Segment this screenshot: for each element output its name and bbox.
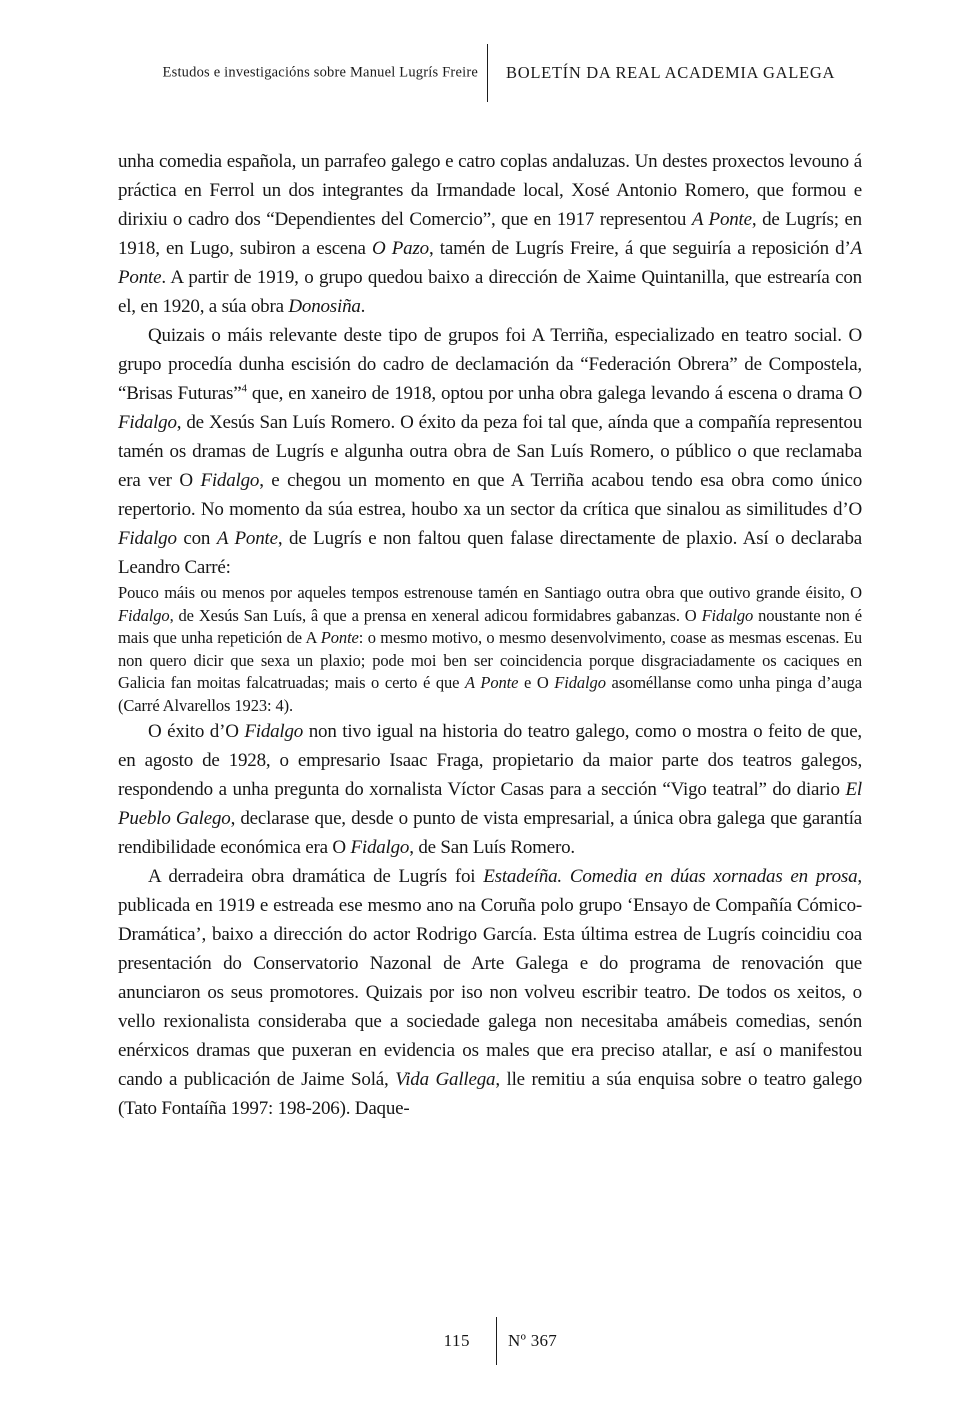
paragraph: O éxito d’O Fidalgo non tivo igual na historia do teatro galego, como o mostra o feito de que, en agosto de 1928, o empresario Isaac Fraga, propietario da maior parte dos teatros galegos, respondendo a unha pregunta do xornalista Víctor Casas para a sección “Vigo teatral” do diario El Pueblo Galego, declarase que, desde o punto de vista empresarial, a única obra galega que garantía rendibilidade económica era O Fidalgo, de San Luís Romero. [118,721,863,858]
issue-number: Nº 367 [508,1331,558,1350]
series-title: Estudos e investigacións sobre Manuel Lugrís Freire [162,64,478,81]
paragraph: Quizais o máis relevante deste tipo de grupos foi A Terriña, especializado en teatro social. O grupo procedía dunha escisión do cadro de declamación da “Federación Obrera” de Compostela, “Brisas Futuras”$^4$ que, en xaneiro de 1918, optou por unha obra galega levando á escena o drama O Fidalgo, de Xesús San Luís Romero. O éxito da peza foi tal que, aínda que a compañía representou tamén os dramas de Lugrís e algunha outra obra de San Luís Romero, o público o que reclamaba era ver O Fidalgo, e chegou un momento en que A Terriña acabou tendo esa obra como único repertorio. No momento da súa estrea, houbo xa un sector da crítica que sinalou as similitudes d’O Fidalgo con A Ponte, de Lugrís e non faltou quen falase directamente de plaxio. Así o declaraba Leandro Carré: [118,325,862,578]
header-divider [487,44,488,102]
journal-title: BOLETÍN DA REAL ACADEMIA GALEGA [506,63,836,82]
page-number: 115 [443,1331,470,1350]
page-header [0,44,975,102]
footer-divider [496,1317,497,1365]
page-footer [0,1317,975,1365]
article-body [118,147,862,1123]
blockquote: Pouco máis ou menos por aqueles tempos estrenouse tamén en Santiago outra obra que outivo grande éisito, O Fidalgo, de Xesús San Luís, â que a prensa en xeneral adicou formidabres gabanzas. O Fidalgo noustante non é mais que unha repetición de A Ponte: o mesmo motivo, o mesmo desenvolvimento, coase as mesmas escenas. Eu non quero dicir que sexa un plaxio; pode moi ben ser coincidencia porque disgraciadamente os caciques en Galicia fan moitas falcatruadas; mais o certo é que A Ponte e O Fidalgo asoméllanse como unha pinga d’auga (Carré Alvarellos 1923: 4). [118,583,862,715]
paragraph: unha comedia española, un parrafeo galego e catro coplas andaluzas. Un destes proxectos levouno á práctica en Ferrol un dos integrantes da Irmandade local, Xosé Antonio Romero, que formou e dirixiu o cadro dos “Dependientes del Comercio”, que en 1917 representou A Ponte, de Lugrís; en 1918, en Lugo, subiron a escena O Pazo, tamén de Lugrís Freire, á que seguiría a reposición d’A Ponte. A partir de 1919, o grupo quedou baixo a dirección de Xaime Quintanilla, que estrearía con el, en 1920, a súa obra Donosiña. [118,151,863,317]
paragraph: A derradeira obra dramática de Lugrís foi Estadeíña. Comedia en dúas xornadas en prosa, publicada en 1919 e estreada ese mesmo ano na Coruña polo grupo ‘Ensayo de Compañía Cómico-Dramática’, baixo a dirección do actor Rodrigo García. Esta última estrea de Lugrís coincidiu coa presentación do Conservatorio Nazonal de Arte Galega e do programa de renovación que anunciaron os seus promotores. Quizais por iso non volveu escribir teatro. De todos os xeitos, o vello rexionalista consideraba que a sociedade galega non necesitaba amábeis comedias, senón enérxicos dramas que puxeran en evidencia os males que era preciso atallar, e así o manifestou cando a publicación de Jaime Solá, Vida Gallega, lle remitiu a súa enquisa sobre o teatro galego (Tato Fontaíña 1997: 198-206). Daque- [118,866,862,1119]
